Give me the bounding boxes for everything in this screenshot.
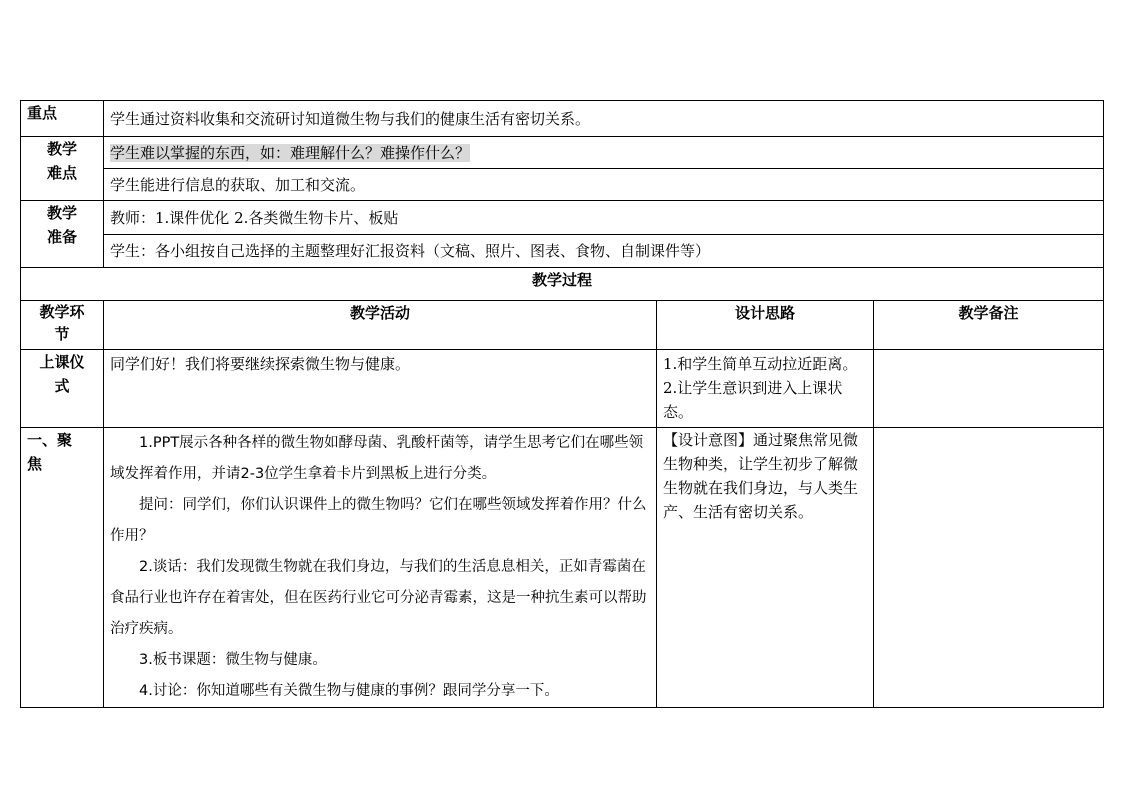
preparation-teacher-text: 教师：1.课件优化 2.各类微生物卡片、板贴 (104, 201, 1104, 235)
difficulty-label-line2: 难点 (46, 164, 77, 182)
focus-activity (104, 428, 657, 708)
process-row-opening (21, 350, 1104, 428)
preparation-label (21, 201, 104, 268)
focus-text: 学生通过资料收集和交流研讨知道微生物与我们的健康生活有密切关系。 (104, 101, 1104, 137)
header-design: 设计思路 (657, 301, 874, 350)
process-title: 教学过程 (21, 268, 1104, 301)
difficulty-row2-text: 学生能进行信息的获取、加工和交流。 (104, 169, 1104, 201)
opening-stage-line1: 上课仪 (39, 353, 85, 371)
focus-stage (21, 428, 104, 708)
preparation-row-2 (21, 235, 1104, 268)
focus-remarks (874, 428, 1104, 708)
header-remarks: 教学备注 (874, 301, 1104, 350)
focus-design: 【设计意图】通过聚焦常见微生物种类，让学生初步了解微生物就在我们身边，与人类生产、生活有密切关系。 (657, 428, 874, 708)
opening-design: 1.和学生简单互动拉近距离。2.让学生意识到进入上课状态。 (657, 350, 874, 428)
difficulty-highlighted-text: 学生难以掌握的东西，如：难理解什么？难操作什么？ (110, 143, 471, 162)
difficulty-row1-cell (104, 137, 1104, 169)
header-activity: 教学活动 (104, 301, 657, 350)
focus-paragraph-3: 2.谈话：我们发现微生物就在我们身边，与我们的生活息息相关，正如青霉菌在食品行业也许存在着害处，但在医药行业它可分泌青霉素，这是一种抗生素可以帮助治疗疾病。 (110, 559, 647, 637)
lesson-plan-table (20, 100, 1104, 708)
focus-stage-line2: 焦 (27, 455, 43, 473)
process-title-row (21, 268, 1104, 301)
opening-stage (21, 350, 104, 428)
process-header-row (21, 301, 1104, 350)
focus-paragraph-5: 4.讨论：你知道哪些有关微生物与健康的事例？跟同学分享一下。 (139, 683, 559, 699)
difficulty-row-1 (21, 137, 1104, 169)
preparation-label-line2: 准备 (46, 228, 77, 246)
header-stage-line1: 教学环 (39, 303, 85, 321)
preparation-student-text: 学生：各小组按自己选择的主题整理好汇报资料（文稿、照片、图表、食物、自制课件等） (104, 235, 1104, 268)
header-stage-line2: 节 (54, 325, 70, 343)
focus-paragraph-4: 3.板书课题：微生物与健康。 (139, 652, 327, 668)
focus-paragraph-1: 1.PPT展示各种各样的微生物如酵母菌、乳酸杆菌等，请学生思考它们在哪些领域发挥着作用，并请2-3位学生拿着卡片到黑板上进行分类。 (110, 435, 644, 482)
opening-remarks (874, 350, 1104, 428)
difficulty-label (21, 137, 104, 201)
focus-paragraph-2: 提问：同学们，你们认识课件上的微生物吗？它们在哪些领域发挥着作用？什么作用？ (110, 497, 647, 544)
focus-label: 重点 (21, 101, 104, 137)
opening-activity: 同学们好！我们将要继续探索微生物与健康。 (104, 350, 657, 428)
opening-stage-line2: 式 (54, 377, 70, 395)
preparation-row-1 (21, 201, 1104, 235)
focus-row (21, 101, 1104, 137)
difficulty-label-line1: 教学 (46, 140, 77, 158)
process-row-focus (21, 428, 1104, 708)
header-stage (21, 301, 104, 350)
focus-stage-line1: 一、聚 (27, 431, 73, 449)
difficulty-row-2 (21, 169, 1104, 201)
preparation-label-line1: 教学 (46, 204, 77, 222)
